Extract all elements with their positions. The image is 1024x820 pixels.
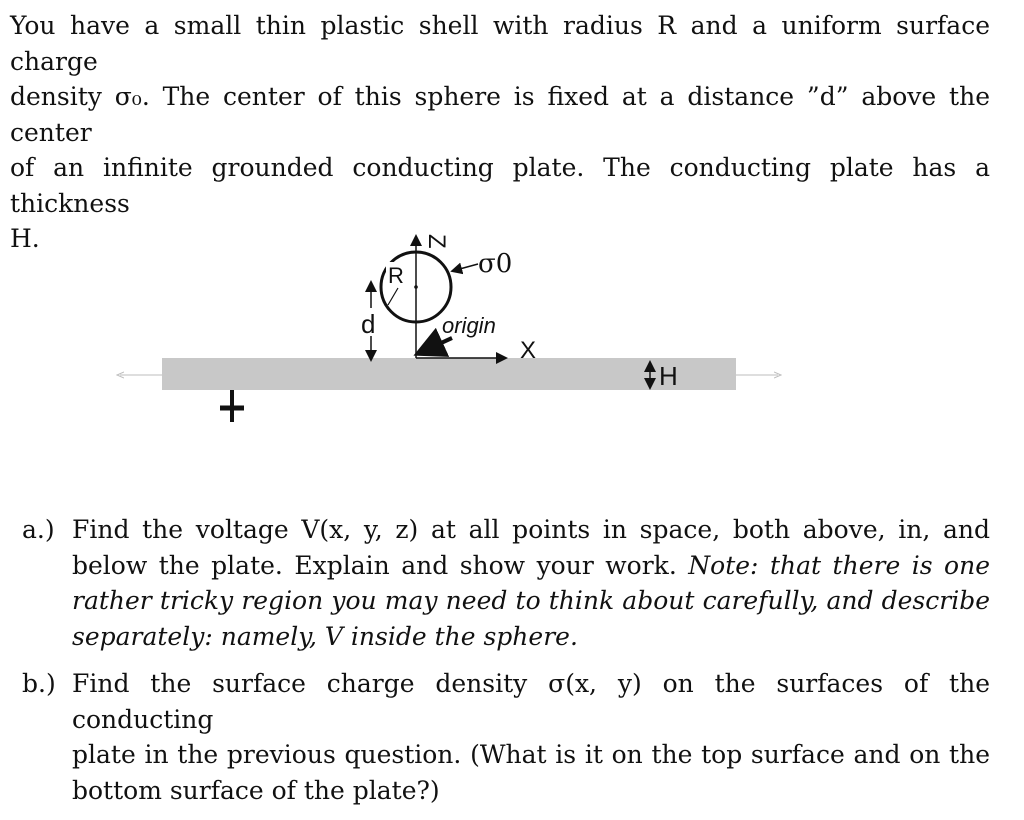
z-axis-label: Z <box>423 234 450 249</box>
thickness-label: H <box>659 361 678 391</box>
question-line <box>72 773 990 809</box>
ground-icon <box>220 390 244 422</box>
intro-line: You have a small thin plastic shell with radius R and a uniform surface charge <box>10 11 990 76</box>
question-note: rather tricky region you may need to think about carefully, and describe <box>72 586 990 615</box>
question-line <box>72 583 990 619</box>
question-label: a.) <box>22 515 55 544</box>
question-line <box>72 619 990 655</box>
question-text: bottom surface of the plate?) <box>72 775 440 805</box>
question-list <box>22 512 990 820</box>
question-note: separately: namely, V inside the sphere. <box>72 621 578 651</box>
question-line <box>72 548 990 584</box>
x-axis-label: X <box>520 337 537 364</box>
radius-line <box>388 288 398 305</box>
question-text: plate in the previous question. (What is it on the top surface and on the <box>72 740 990 769</box>
radius-label: R <box>388 263 404 288</box>
shell-center <box>414 285 418 289</box>
intro-line: of an infinite grounded conducting plate. The conducting plate has a thickness <box>10 153 990 218</box>
question-b <box>22 666 990 808</box>
question-note: Note: that there is one <box>688 550 990 580</box>
sigma-label: σ0 <box>478 249 513 279</box>
distance-label: d <box>361 309 376 339</box>
question-a <box>22 512 990 654</box>
question-line <box>72 512 990 548</box>
question-text: below the plate. Explain and show your work. <box>72 550 689 580</box>
question-text: Find the voltage V(x, y, z) at all points in space, both above, in, and <box>72 515 990 544</box>
question-line <box>72 737 990 773</box>
intro-line: H. <box>10 224 40 253</box>
question-line <box>72 666 990 737</box>
question-label: b.) <box>22 669 56 698</box>
question-text: Find the surface charge density σ(x, y) on the surfaces of the conducting <box>72 669 990 734</box>
intro-line: density σ₀. The center of this sphere is fixed at a distance ”d” above the center <box>10 82 990 147</box>
setup-diagram <box>0 200 1024 440</box>
origin-label: origin <box>442 313 496 338</box>
origin-pointer-arrow <box>428 338 452 349</box>
sigma-pointer-arrow <box>456 264 478 270</box>
